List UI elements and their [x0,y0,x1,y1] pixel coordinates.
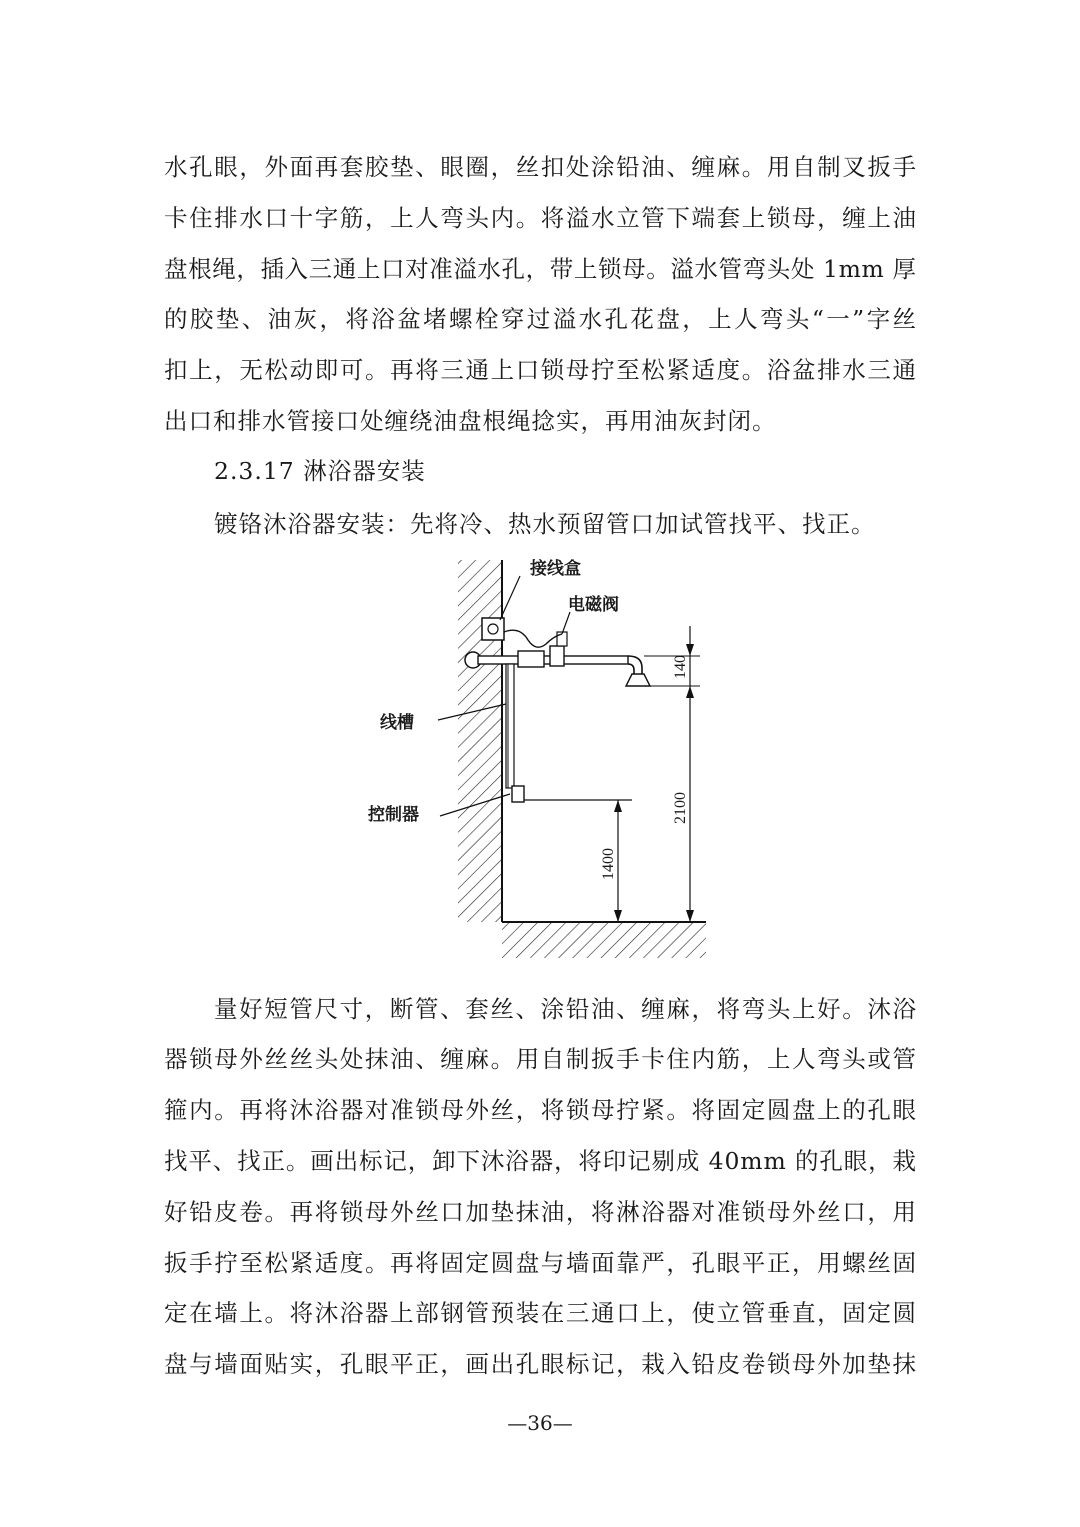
text-line: 好铅皮卷。再将锁母外丝口加垫抹油，将淋浴器对准锁母外丝口，用 [164,1198,918,1226]
page-number: —36— [507,1411,573,1435]
text-line: 找平、找正。画出标记，卸下沐浴器，将印记剔成 40mm 的孔眼，栽 [164,1147,917,1175]
dim-1400: 1400 [600,848,617,880]
text-line: 箍内。再将沐浴器对准锁母外丝，将锁母拧紧。将固定圆盘上的孔眼 [164,1096,918,1124]
dim-2100: 2100 [672,792,689,824]
text-line: 的胶垫、油灰，将浴盆堵螺栓穿过溢水孔花盘，上人弯头“一”字丝 [164,305,919,333]
controller-shape [512,786,524,802]
text-line: 定在墙上。将沐浴器上部钢管预装在三通口上，使立管垂直，固定圆 [164,1299,918,1327]
wire-trough-shape [506,664,514,788]
shower-installation-diagram [360,548,720,960]
shower-head [626,674,650,686]
intro-line: 镀铬沐浴器安装：先将冷、热水预留管口加试管找平、找正。 [214,510,876,538]
text-line: 盘与墙面贴实，孔眼平正，画出孔眼标记，栽入铅皮卷锁母外加垫抹 [164,1350,918,1378]
wall-hatch [458,560,502,922]
text-line: 卡住排水口十字筋，上人弯头内。将溢水立管下端套上锁母，缠上油 [164,204,918,232]
wire [504,630,562,647]
section-heading: 2.3.17 淋浴器安装 [214,457,426,485]
label-wire-trough: 线槽 [380,713,414,733]
floor-hatch [502,922,706,958]
label-controller: 控制器 [368,805,419,825]
text-line: 量好短管尺寸，断管、套丝、涂铅油、缠麻，将弯头上好。沐浴 [214,995,918,1023]
label-junction-box: 接线盒 [530,559,581,579]
junction-box-shape [482,618,504,640]
text-line: 盘根绳，插入三通上口对准溢水孔，带上锁母。溢水管弯头处 1mm 厚 [164,255,917,283]
text-line-last: 出口和排水管接口处缠绕油盘根绳捻实，再用油灰封闭。 [164,407,777,435]
text-line: 器锁母外丝丝头处抹油、缠麻。用自制扳手卡住内筋，上人弯头或管 [164,1045,918,1073]
text-line: 扳手拧至松紧适度。再将固定圆盘与墙面靠严，孔眼平正，用螺丝固 [164,1249,918,1277]
text-line: 扣上，无松动即可。再将三通上口锁母拧至松紧适度。浴盆排水三通 [164,356,918,384]
dim-140: 140 [672,655,689,679]
valve-body [518,651,544,667]
text-line: 水孔眼，外面再套胶垫、眼圈，丝扣处涂铅油、缠麻。用自制叉扳手 [164,153,918,181]
label-solenoid-valve: 电磁阀 [568,595,619,615]
solenoid-valve-shape [550,646,564,666]
